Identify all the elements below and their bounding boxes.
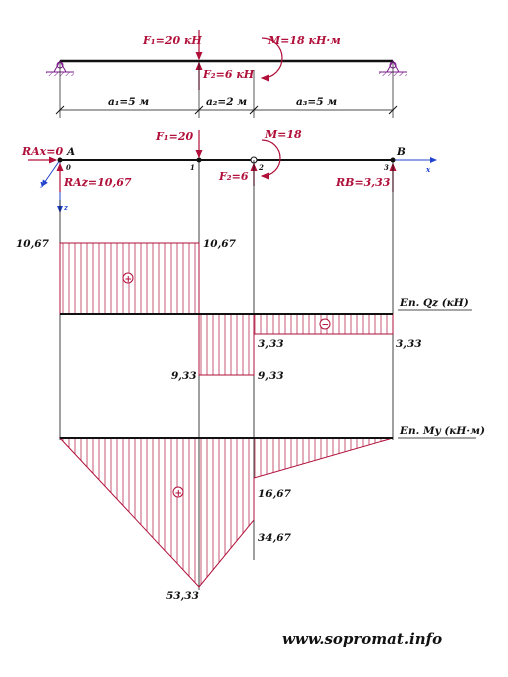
- moment-label: M=18 кН·м: [268, 34, 341, 47]
- dim-a1-label: a₁=5 м: [108, 96, 150, 108]
- axis-x-label: x: [426, 165, 431, 174]
- svg-text:+: +: [124, 275, 133, 285]
- reaction-raz-label: RAz=10,67: [64, 176, 132, 189]
- calc-scheme: [21, 128, 436, 212]
- shear-area-negative-1: [199, 314, 254, 375]
- moment-label-1: 53,33: [166, 590, 199, 602]
- axis-y-arrow: [42, 160, 60, 186]
- node-0-label: 0: [66, 163, 71, 172]
- dim-a3-label: a₃=5 м: [296, 96, 338, 108]
- point-a-label: A: [67, 146, 76, 158]
- website-label: www.sopromat.info: [282, 630, 443, 648]
- node-0: [58, 158, 63, 163]
- shear-label-1: 10,67: [16, 238, 49, 250]
- moment-label-3: 16,67: [258, 488, 291, 500]
- force-f1-label: F₁=20 кН: [143, 34, 202, 47]
- node-3-label: 3: [384, 163, 389, 172]
- dim-a2-label: a₂=2 м: [206, 96, 248, 108]
- svg-text:+: +: [174, 489, 183, 499]
- reaction-rb-label: RB=3,33: [336, 176, 391, 189]
- moment-title: Еп. My (кН·м): [400, 425, 485, 437]
- moment-diagram: [60, 425, 485, 602]
- node-2-label: 2: [259, 163, 264, 172]
- shear-label-3: 9,33: [171, 370, 197, 382]
- moment-label-2: 34,67: [258, 532, 291, 544]
- shear-label-2: 10,67: [203, 238, 236, 250]
- shear-label-4: 9,33: [258, 370, 284, 382]
- shear-title: Еп. Qz (кН): [400, 297, 469, 309]
- calc-f1-label: F₁=20: [156, 130, 194, 143]
- moment-area: [60, 438, 393, 587]
- shear-diagram: [16, 238, 472, 382]
- calc-moment-icon: [262, 140, 280, 176]
- axis-y-label: y: [40, 179, 45, 188]
- shear-label-5: 3,33: [258, 338, 284, 350]
- svg-text:−: −: [321, 320, 330, 331]
- shear-label-6: 3,33: [396, 338, 422, 350]
- axis-z-label: z: [64, 203, 68, 212]
- calc-f2-label: F₂=6: [219, 170, 249, 183]
- reaction-rax-label: RAx=0: [22, 145, 64, 158]
- node-1-label: 1: [190, 163, 195, 172]
- force-f2-label: F₂=6 кН: [203, 68, 255, 81]
- calc-moment-label: M=18: [265, 128, 302, 141]
- point-b-label: B: [397, 146, 406, 158]
- top-beam: [46, 30, 407, 118]
